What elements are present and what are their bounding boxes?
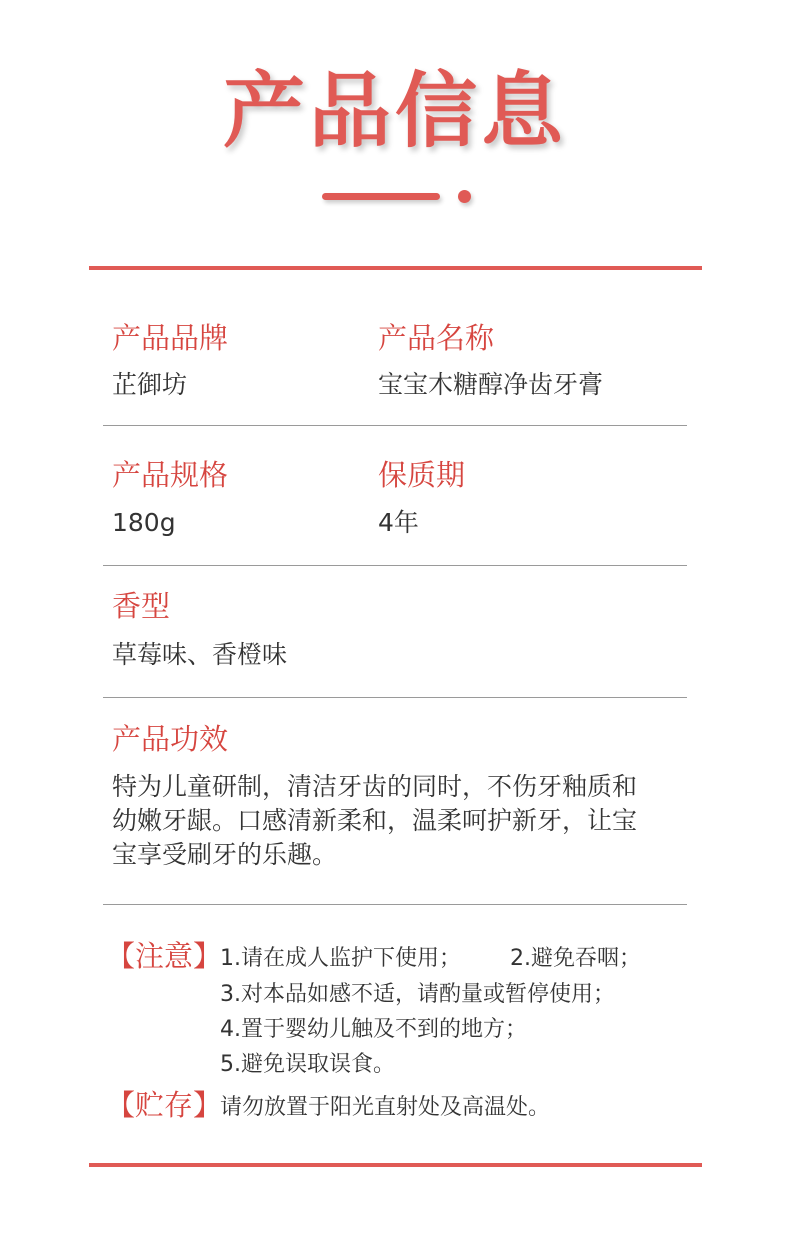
title-underline-bar — [322, 193, 440, 200]
divider — [103, 565, 687, 566]
brand-value: 芷御坊 — [112, 370, 188, 399]
caution-tag: 【注意】 — [106, 939, 223, 973]
title-underline-dot — [458, 190, 471, 203]
flavor-label: 香型 — [112, 589, 171, 623]
shelf-life-label: 保质期 — [378, 458, 466, 492]
product-name-label: 产品名称 — [378, 321, 495, 355]
divider — [103, 425, 687, 426]
page-title: 产品信息 — [222, 64, 567, 159]
spec-label: 产品规格 — [112, 458, 229, 492]
storage-tag: 【贮存】 — [106, 1088, 223, 1122]
divider — [103, 697, 687, 698]
effect-line: 幼嫩牙龈。口感清新柔和，温柔呵护新牙，让宝 — [112, 806, 638, 835]
caution-item: 1.请在成人监护下使用； — [220, 946, 461, 971]
caution-item: 3.对本品如感不适，请酌量或暂停使用； — [220, 982, 615, 1007]
caution-item: 4.置于婴幼儿触及不到的地方； — [220, 1017, 527, 1042]
storage-text: 请勿放置于阳光直射处及高温处。 — [220, 1095, 551, 1120]
flavor-value: 草莓味、香橙味 — [112, 640, 288, 669]
shelf-life-value: 4年 — [378, 508, 419, 537]
caution-item: 2.避免吞咽； — [510, 946, 641, 971]
effect-line: 特为儿童研制，清洁牙齿的同时，不伤牙釉质和 — [112, 772, 638, 801]
effect-line: 宝享受刷牙的乐趣。 — [112, 840, 338, 869]
effect-description — [112, 770, 698, 872]
bottom-divider — [89, 1163, 702, 1167]
brand-label: 产品品牌 — [112, 321, 229, 355]
product-name-value: 宝宝木糖醇净齿牙膏 — [378, 370, 604, 399]
divider — [103, 904, 687, 905]
effect-label: 产品功效 — [112, 722, 229, 756]
top-divider — [89, 266, 702, 270]
spec-value: 180g — [112, 508, 176, 537]
caution-item: 5.避免误取误食。 — [220, 1052, 395, 1077]
